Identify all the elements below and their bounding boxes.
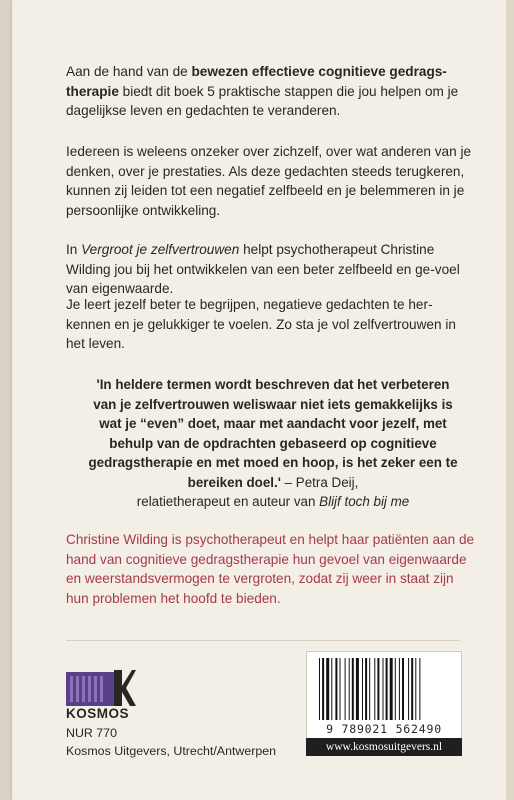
spine-edge xyxy=(0,0,12,800)
insecurity-paragraph: Iedereen is weleens onzeker over zichzelf, over wat anderen van je denken, over je prestaties. Als deze gedachten steeds terugkeren, kunnen zij leiden tot een negatief zelfbeeld en je belemmeren in je persoonlijke ontwikkeling. xyxy=(66,144,472,218)
kosmos-logo-icon xyxy=(66,668,136,708)
nur-code: NUR 770 xyxy=(66,726,117,740)
publisher-logo-text: KOSMOS xyxy=(66,706,130,721)
barcode-icon xyxy=(317,658,451,720)
quote-attribution: – Petra Deij, xyxy=(280,474,359,490)
quote-role-line xyxy=(86,492,460,512)
quote-book-title: Blijf toch bij me xyxy=(319,494,410,509)
barcode-panel xyxy=(306,651,462,749)
divider xyxy=(66,640,460,641)
learning-paragraph: Je leert jezelf beter te begrijpen, negatieve gedachten te her-kennen en je gelukkiger te voelen. Zo sta je vol zelfvertrouwen in het leven. xyxy=(66,297,456,351)
review-quote xyxy=(86,375,460,512)
book-paragraph-end: helpt psychotherapeut Christine Wilding jou bij het ontwikkelen van een beter zelfbeeld en ge-voel van eigenwaarde. xyxy=(66,242,460,296)
intro-bold-text: bewezen effectieve cognitieve gedrags-therapie xyxy=(66,64,447,99)
author-bio: Christine Wilding is psychotherapeut en helpt haar patiënten aan de hand van cognitieve gedragstherapie hun gevoel van eigenwaarde en weerstandsvermogen te vergroten, zodat zij weer in staat zijn hun problemen het hoofd te bieden. xyxy=(66,532,475,606)
publisher-url: www.kosmosuitgevers.nl xyxy=(306,738,462,756)
quote-role: relatietherapeut en auteur van xyxy=(136,494,320,509)
page-edge xyxy=(506,0,514,800)
book-paragraph-start: In xyxy=(66,242,82,257)
intro-text-end: biedt dit boek 5 praktische stappen die jou helpen om je dagelijkse leven en gedachten te veranderen. xyxy=(66,83,459,118)
isbn-number: 9 789021 562490 xyxy=(326,722,442,736)
intro-text-start: Aan de hand van de xyxy=(66,64,192,79)
publisher-name: Kosmos Uitgevers, Utrecht/Antwerpen xyxy=(66,744,277,758)
intro-paragraph xyxy=(66,62,472,121)
quote-text: 'In heldere termen wordt beschreven dat het verbeteren van je zelfvertrouwen weliswaar niet iets gemakkelijks is wat je “even” doet, maar met aandacht voor jezelf, met behulp van de opdrachten gebaseerd op cognitieve gedragstherapie en met moed en hoop, is het zeker een te bereiken doel.' xyxy=(88,377,458,490)
book-paragraph xyxy=(66,240,472,299)
book-title: Vergroot je zelfvertrouwen xyxy=(81,242,240,257)
